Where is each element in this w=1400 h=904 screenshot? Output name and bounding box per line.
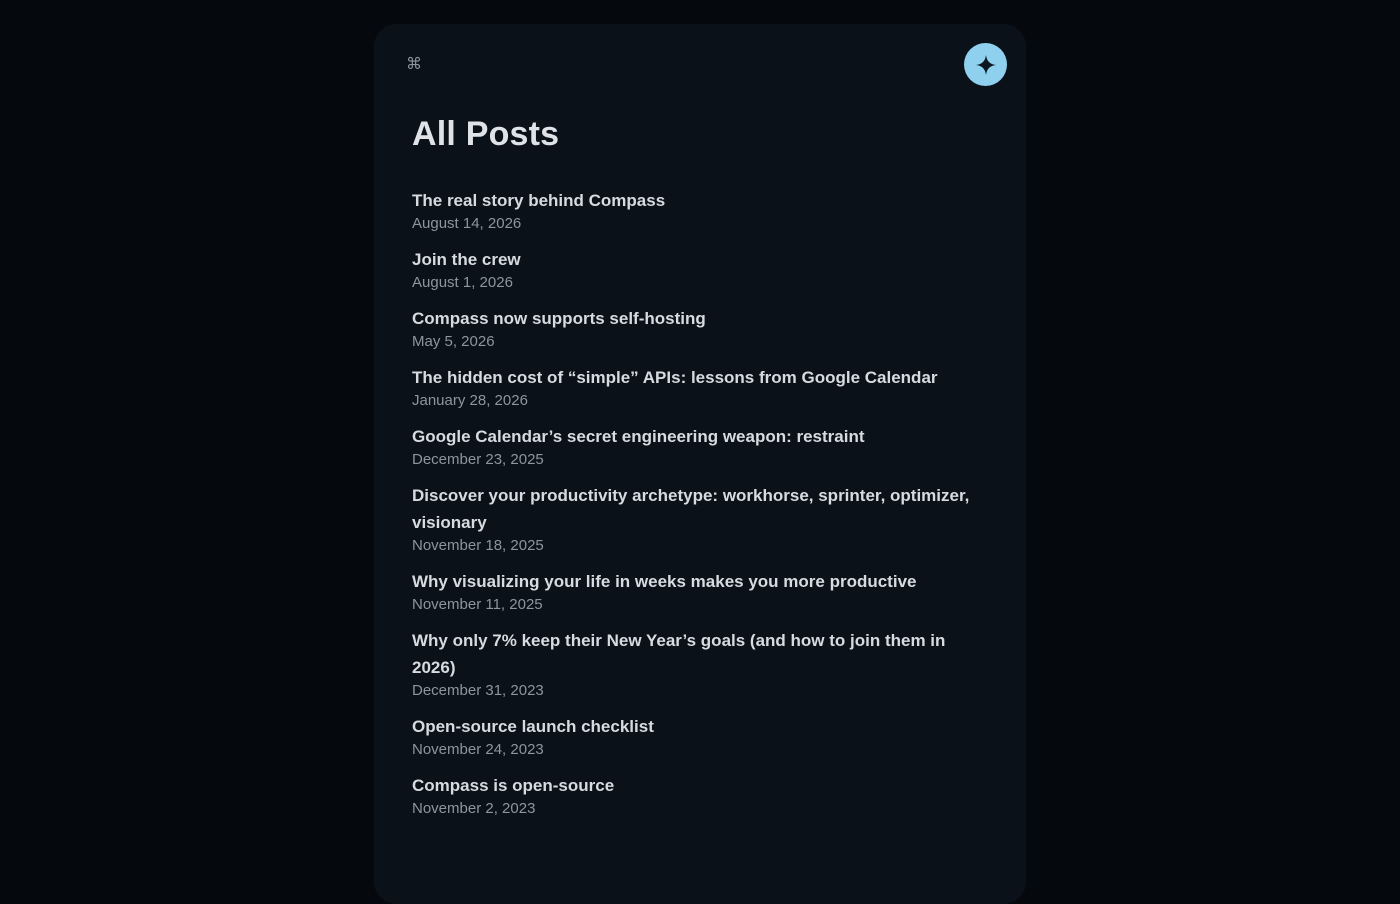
post-date: August 1, 2026 bbox=[412, 274, 513, 291]
post-item bbox=[412, 246, 972, 293]
post-item bbox=[412, 568, 972, 615]
post-item bbox=[412, 713, 972, 760]
post-title-link[interactable]: Open-source launch checklist bbox=[412, 717, 654, 736]
command-icon[interactable]: ⌘ bbox=[406, 54, 422, 73]
post-date: May 5, 2026 bbox=[412, 333, 495, 350]
post-title-link[interactable]: Compass now supports self-hosting bbox=[412, 309, 706, 328]
post-date: November 24, 2023 bbox=[412, 741, 544, 758]
post-date: November 11, 2025 bbox=[412, 596, 543, 613]
post-item bbox=[412, 305, 972, 352]
sparkle-icon bbox=[976, 55, 996, 75]
posts-panel bbox=[374, 24, 1026, 904]
post-title-link[interactable]: The hidden cost of “simple” APIs: lessons from Google Calendar bbox=[412, 368, 938, 387]
post-item bbox=[412, 772, 972, 819]
post-title-link[interactable]: Google Calendar’s secret engineering weapon: restraint bbox=[412, 427, 865, 446]
page-title: All Posts bbox=[412, 115, 560, 153]
post-date: November 2, 2023 bbox=[412, 800, 536, 817]
post-item bbox=[412, 482, 972, 556]
post-title-link[interactable]: Why only 7% keep their New Year’s goals (and how to join them in 2026) bbox=[412, 631, 946, 677]
post-title-link[interactable]: Why visualizing your life in weeks makes you more productive bbox=[412, 572, 917, 591]
post-item bbox=[412, 627, 972, 701]
post-item bbox=[412, 423, 972, 470]
post-date: November 18, 2025 bbox=[412, 537, 544, 554]
post-date: December 23, 2025 bbox=[412, 451, 544, 468]
post-date: December 31, 2023 bbox=[412, 682, 544, 699]
post-title-link[interactable]: The real story behind Compass bbox=[412, 191, 666, 210]
post-title-link[interactable]: Join the crew bbox=[412, 250, 521, 269]
post-list bbox=[412, 187, 972, 831]
post-title-link[interactable]: Discover your productivity archetype: workhorse, sprinter, optimizer, visionary bbox=[412, 486, 970, 532]
post-item bbox=[412, 187, 972, 234]
sparkle-button[interactable] bbox=[964, 43, 1007, 86]
post-date: January 28, 2026 bbox=[412, 392, 528, 409]
post-date: August 14, 2026 bbox=[412, 215, 522, 232]
post-title-link[interactable]: Compass is open-source bbox=[412, 776, 615, 795]
post-item bbox=[412, 364, 972, 411]
